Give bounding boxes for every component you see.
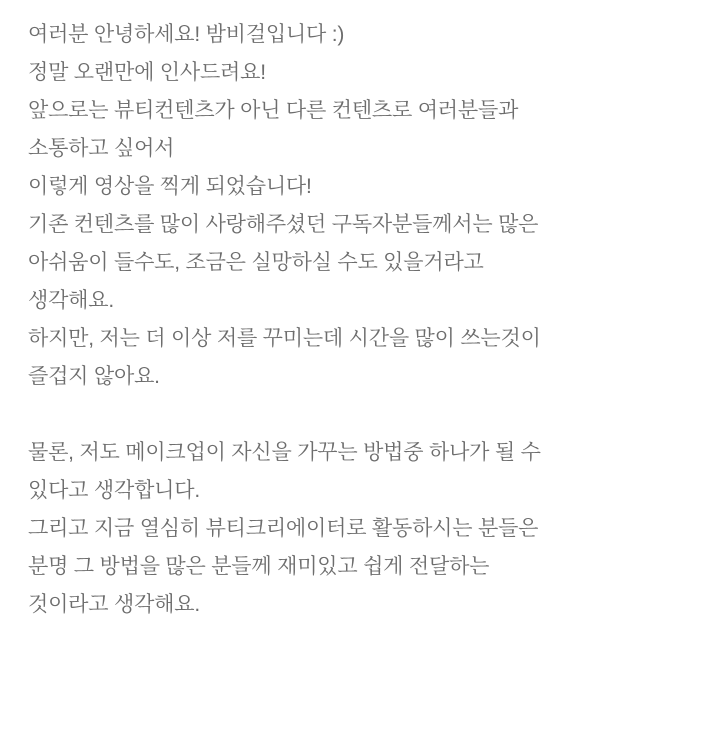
text-line: 정말 오랜만에 인사드려요! (28, 61, 266, 84)
paragraph-spacer (28, 396, 692, 434)
text-line: 여러분 안녕하세요! 밤비걸입니다 :) (28, 23, 345, 46)
text-line: 소통하고 싶어서 (28, 137, 175, 160)
text-line: 것이라고 생각해요. (28, 593, 200, 616)
text-line: 아쉬움이 들수도, 조금은 실망하실 수도 있을거라고 (28, 251, 484, 274)
paragraph-2 (28, 434, 692, 624)
paragraph-1 (28, 16, 692, 396)
text-line: 이렇게 영상을 찍게 되었습니다! (28, 175, 312, 198)
text-line: 분명 그 방법을 많은 분들께 재미있고 쉽게 전달하는 (28, 555, 490, 578)
text-line: 그리고 지금 열심히 뷰티크리에이터로 활동하시는 분들은 (28, 517, 539, 540)
text-line: 생각해요. (28, 289, 114, 312)
text-line: 앞으로는 뷰티컨텐츠가 아닌 다른 컨텐츠로 여러분들과 (28, 99, 519, 122)
text-line: 기존 컨텐츠를 많이 사랑해주셨던 구독자분들께서는 많은 (28, 213, 539, 236)
text-line: 하지만, 저는 더 이상 저를 꾸미는데 시간을 많이 쓰는것이 (28, 327, 541, 350)
text-line: 즐겁지 않아요. (28, 365, 160, 388)
text-line: 있다고 생각합니다. (28, 479, 200, 502)
text-line: 물론, 저도 메이크업이 자신을 가꾸는 방법중 하나가 될 수 (28, 441, 541, 464)
